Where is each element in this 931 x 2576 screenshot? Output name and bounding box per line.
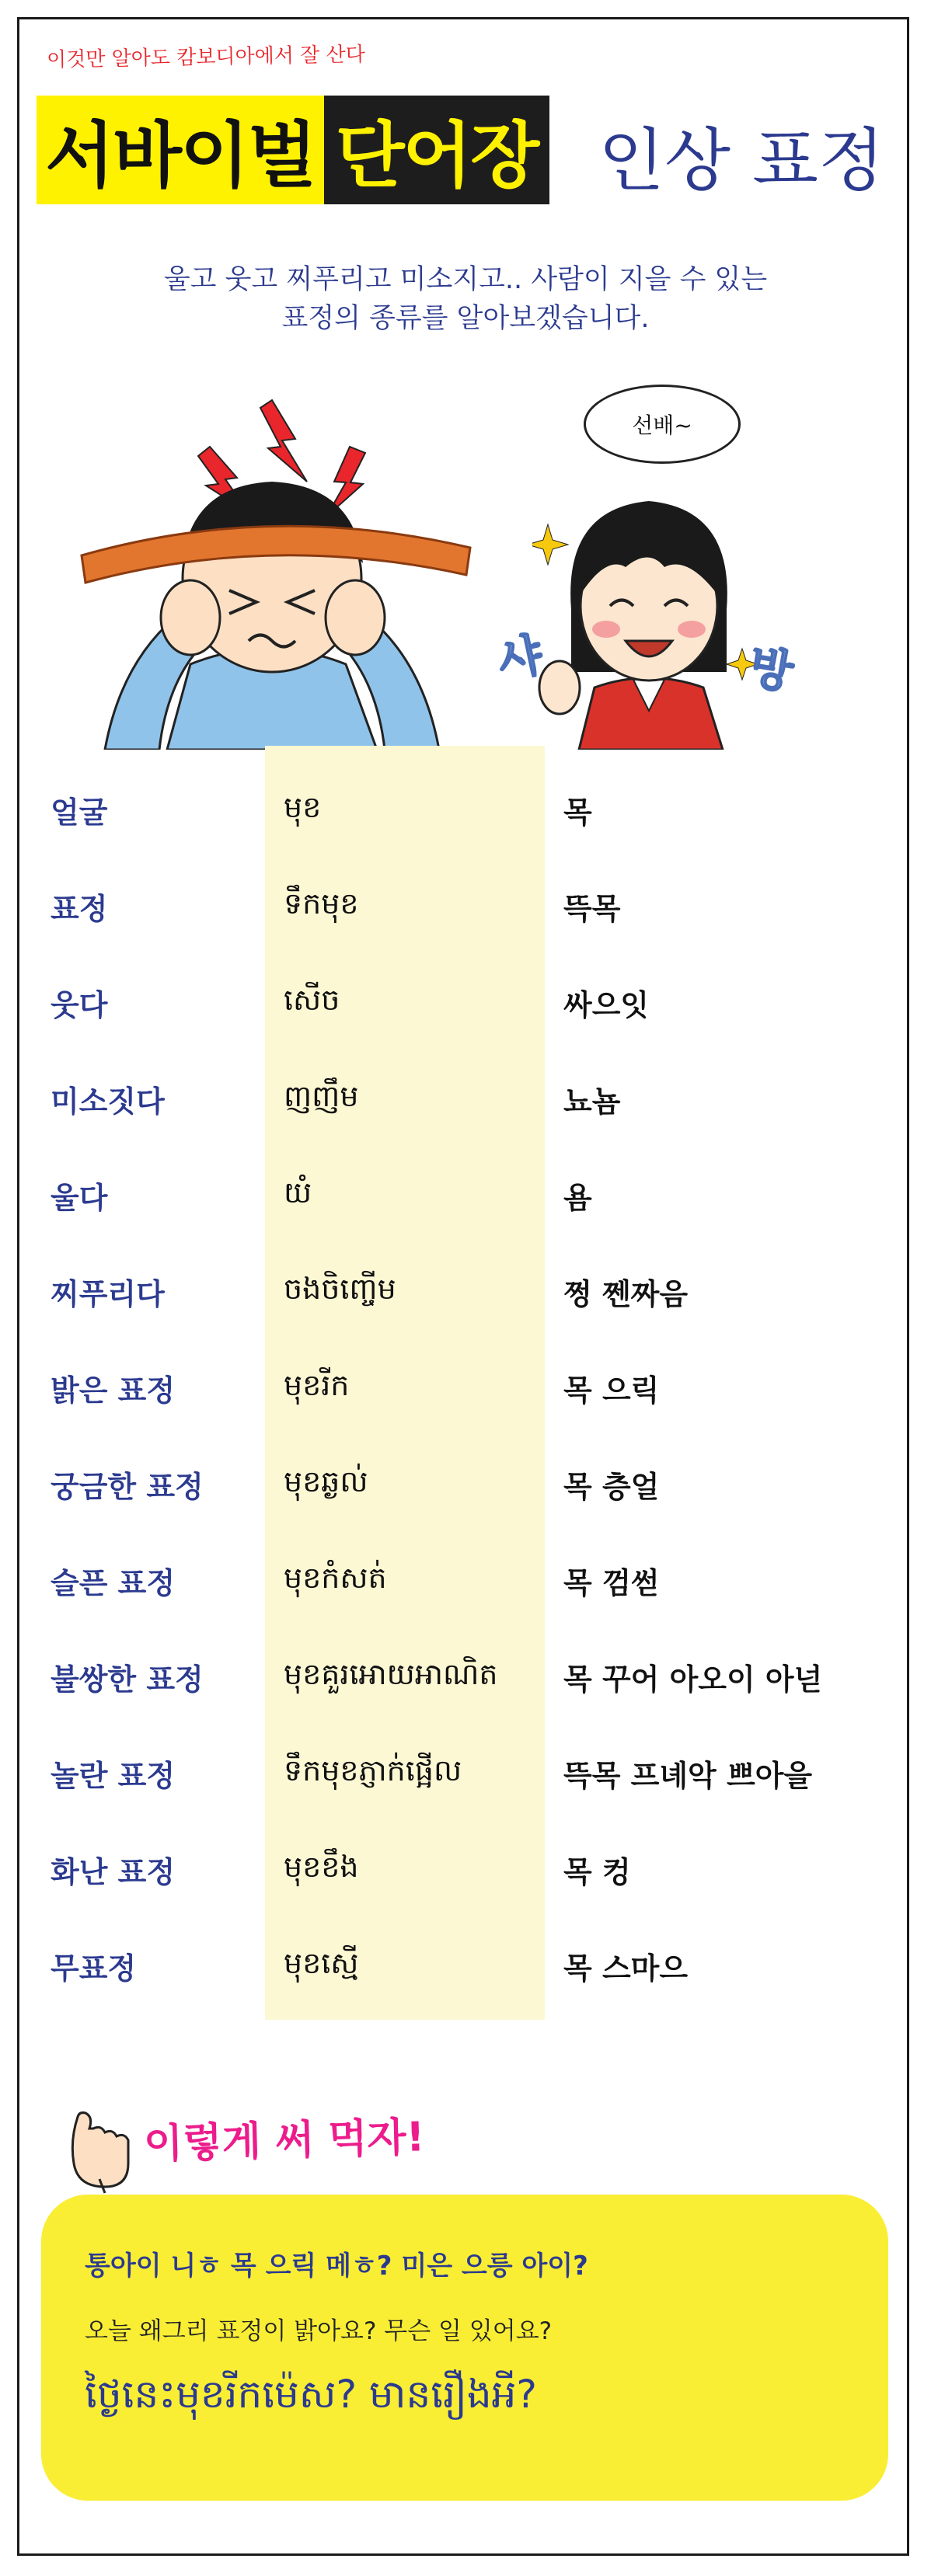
khmer-word: មុខ — [284, 790, 322, 824]
pointing-hand-icon — [62, 2109, 140, 2195]
korean-word: 궁금한 표정 — [51, 1470, 204, 1504]
pronunciation: 목 스마으 — [563, 1951, 689, 1986]
korean-word: 울다 — [51, 1181, 108, 1215]
usage-heading: 이렇게 써 먹자! — [143, 2114, 426, 2168]
vocab-row — [19, 1536, 912, 1632]
vocab-row — [19, 1054, 912, 1150]
khmer-word: មុខរីក — [284, 1368, 350, 1402]
page-title: 인상 표정 — [598, 120, 885, 200]
korean-word: 웃다 — [51, 988, 108, 1022]
pronunciation: 목 — [563, 795, 592, 830]
pronunciation: 목 컹 — [563, 1855, 631, 1889]
example-khmer: ថ្ងៃនេះមុខរីកម៉េស? មានរឿងអី? — [85, 2372, 537, 2417]
intro-line-2: 표정의 종류를 알아보겠습니다. — [281, 303, 650, 334]
korean-word: 표정 — [51, 892, 108, 926]
vocab-row — [19, 1632, 912, 1728]
pronunciation: 뜩목 — [563, 892, 621, 926]
example-korean: 오늘 왜그리 표정이 밝아요? 무슨 일 있어요? — [85, 2317, 553, 2345]
intro-line-1: 울고 웃고 찌푸리고 미소지고.. 사람이 지을 수 있는 — [163, 264, 768, 295]
vocab-row — [19, 1439, 912, 1536]
pronunciation: 목 층얼 — [563, 1470, 660, 1504]
khmer-word: ចងចិញ្ចើម — [284, 1272, 396, 1306]
khmer-word: យំ — [284, 1175, 312, 1210]
sfx-bang: 방 — [744, 639, 797, 700]
logo-survival: 서바이벌 — [37, 96, 324, 204]
sfx-sha: 샤 — [493, 627, 547, 688]
vocab-row — [19, 1247, 912, 1343]
pronunciation: 싸으잇 — [563, 988, 650, 1022]
headache-boy-illustration — [74, 385, 478, 750]
khmer-word: ទឹកមុខ — [284, 886, 359, 921]
khmer-word: សើច — [284, 983, 340, 1017]
vocab-row — [19, 958, 912, 1054]
pronunciation: 뇨뇸 — [563, 1084, 621, 1119]
khmer-word: មុខស្មើ — [284, 1946, 359, 1980]
korean-word: 화난 표정 — [51, 1855, 176, 1889]
khmer-word: ញញឹម — [284, 1079, 359, 1113]
korean-word: 불쌍한 표정 — [51, 1662, 204, 1697]
vocab-row — [19, 1150, 912, 1247]
speech-bubble: 선배~ — [584, 385, 741, 464]
pronunciation: 쩡 쩬짜음 — [563, 1277, 689, 1311]
pronunciation: 목 껌썯 — [563, 1566, 660, 1600]
khmer-word: មុខគួរអោយអាណិត — [284, 1657, 498, 1691]
example-box — [41, 2195, 888, 2501]
logo-wordbook: 단어장 — [324, 96, 549, 204]
korean-word: 슬픈 표정 — [51, 1566, 176, 1600]
korean-word: 밝은 표정 — [51, 1373, 176, 1408]
example-pronunciation: 통아이 니ㅎ 목 으릭 메ㅎ? 미은 으릉 아이? — [85, 2251, 588, 2282]
vocab-row — [19, 1921, 912, 2017]
korean-word: 놀란 표정 — [51, 1759, 176, 1793]
korean-word: 찌푸리다 — [51, 1277, 165, 1311]
smiling-girl-illustration — [532, 478, 765, 750]
khmer-word: មុខខឹង — [284, 1850, 359, 1884]
vocab-row — [19, 1825, 912, 1921]
korean-word: 얼굴 — [51, 795, 108, 830]
vocab-row — [19, 1343, 912, 1439]
pronunciation: 목 꾸어 아오이 아넏 — [563, 1662, 823, 1697]
khmer-word: ទឹកមុខភ្ញាក់ផ្អើល — [284, 1753, 462, 1788]
korean-word: 미소짓다 — [51, 1084, 165, 1119]
tagline: 이것만 알아도 캄보디아에서 잘 산다 — [46, 43, 366, 72]
khmer-word: មុខឆ្ងល់ — [284, 1464, 368, 1499]
vocab-row — [19, 862, 912, 958]
korean-word: 무표정 — [51, 1951, 137, 1986]
pronunciation: 뜩목 프녜악 쁘아을 — [563, 1759, 813, 1793]
pronunciation: 목 으릭 — [563, 1373, 660, 1408]
khmer-word: មុខកំសត់ — [284, 1561, 387, 1595]
vocab-card — [17, 17, 909, 2556]
pronunciation: 욤 — [563, 1181, 592, 1215]
vocab-row — [19, 765, 912, 862]
vocab-row — [19, 1728, 912, 1825]
